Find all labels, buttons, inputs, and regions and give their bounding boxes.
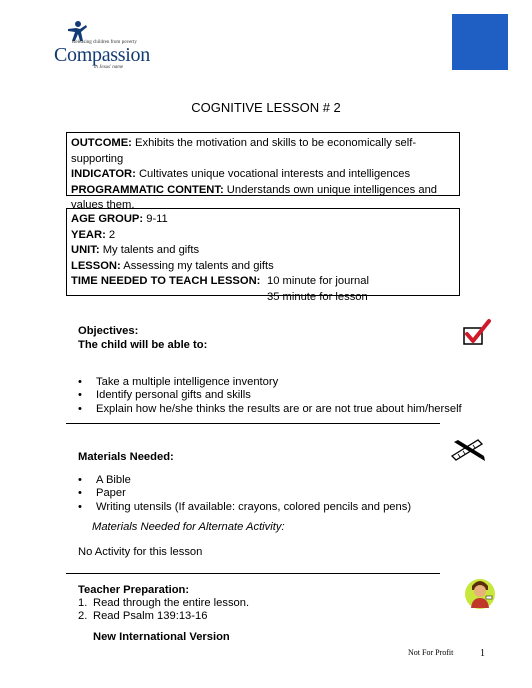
list-item: • Paper [78, 487, 448, 500]
outcome-value: Exhibits the motivation and skills to be economically self-supporting [71, 137, 417, 165]
checkbox-check-icon [462, 318, 492, 348]
unit-label: UNIT: [71, 244, 100, 257]
time-row [71, 274, 455, 290]
year-value: 2 [108, 228, 116, 241]
objectives-heading: Objectives: [78, 325, 139, 337]
time-lesson: 35 minute for lesson [267, 290, 368, 303]
objectives-list [78, 376, 462, 416]
year-row [71, 228, 455, 244]
age-label: AGE GROUP: [71, 213, 144, 225]
indicator-value: Cultivates unique vocational interests and intelligences [138, 168, 411, 181]
unit-value: My talents and gifts [102, 244, 200, 257]
materials-list [78, 474, 448, 514]
objectives-section [78, 324, 462, 416]
objectives-subheading: The child will be able to: [78, 339, 208, 351]
page-number: 1 [480, 648, 485, 659]
list-item: • Identify personal gifts and skills [78, 389, 462, 402]
time-row-2 [71, 290, 455, 306]
footer-text: Not For Profit [408, 648, 454, 657]
child-figure-icon [66, 20, 88, 42]
outcome-row [71, 136, 455, 167]
logo-subline: in Jesus' name [94, 65, 124, 70]
lesson-value: Assessing my talents and gifts [123, 259, 274, 272]
time-journal: 10 minute for journal [267, 275, 369, 288]
logo-tagline: Releasing children from poverty [72, 40, 137, 45]
lesson-title: COGNITIVE LESSON # 2 [191, 100, 341, 115]
alternate-materials-value: No Activity for this lesson [78, 546, 203, 558]
lesson-row [71, 259, 455, 275]
pencil-ruler-icon [448, 436, 486, 462]
teacher-cartoon-icon [462, 574, 498, 610]
materials-heading: Materials Needed: [78, 451, 174, 463]
list-item: • Explain how he/she thinks the results are or are not true about him/herself [78, 403, 462, 416]
outcome-box [66, 132, 460, 212]
indicator-row [71, 167, 455, 183]
list-item: • Writing utensils (If available: crayons, colored pencils and pens) [78, 501, 448, 514]
year-label: YEAR: [71, 228, 106, 241]
unit-row [71, 243, 455, 259]
teacher-preparation-heading: Teacher Preparation: [78, 584, 190, 596]
blue-square-decoration [452, 14, 508, 70]
age-row [71, 212, 455, 228]
list-item: 2. Read Psalm 139:13-16 [78, 610, 208, 623]
programmatic-label: PROGRAMMATIC CONTENT: [71, 183, 224, 196]
indicator-label: INDICATOR: [71, 168, 136, 181]
alternate-materials-heading: Materials Needed for Alternate Activity: [92, 521, 285, 533]
lesson-info-box [66, 208, 460, 303]
teacher-preparation-list [78, 597, 448, 624]
time-label: TIME NEEDED TO TEACH LESSON: [71, 275, 261, 288]
bible-version: New International Version [93, 631, 230, 643]
programmatic-value: Understands own unique intelligences and values them. [71, 183, 438, 212]
outcome-label: OUTCOME: [71, 137, 132, 149]
list-item: • A Bible [78, 474, 448, 487]
logo-wordmark: Compassion [54, 44, 150, 66]
age-value: 9-11 [146, 213, 168, 225]
section-divider [66, 423, 440, 424]
list-item: • Take a multiple intelligence inventory [78, 376, 462, 389]
compassion-logo [52, 20, 164, 68]
list-item: 1. Read through the entire lesson. [78, 597, 250, 609]
section-divider [66, 573, 440, 574]
lesson-label: LESSON: [71, 259, 121, 272]
